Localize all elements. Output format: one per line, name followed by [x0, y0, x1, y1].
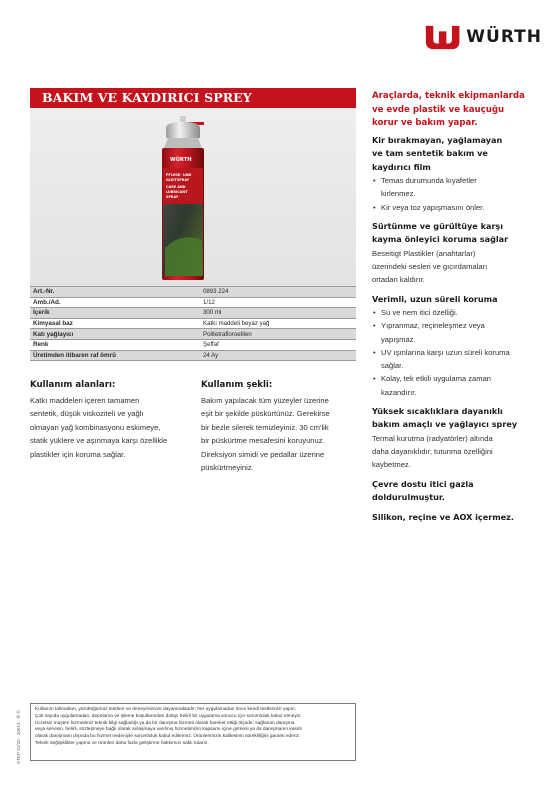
- feature-block: [372, 405, 540, 472]
- feature-heading: [372, 405, 540, 432]
- spec-row: [30, 287, 356, 298]
- feature-heading-line: doldurulmuştur.: [372, 492, 445, 503]
- feature-heading-line: kaydırıcı film: [372, 161, 431, 172]
- usage-method-line: bir püskürtme mesafesini koruyunuz.: [201, 436, 325, 446]
- wurth-wordmark: WÜRTH: [466, 27, 542, 47]
- feature-text-line: Termal kurutma (radyatörler) altında: [372, 433, 493, 443]
- feature-heading: [372, 511, 540, 524]
- feature-block: [372, 511, 540, 524]
- feature-bullets: [372, 306, 540, 399]
- can-brand: WÜRTH: [170, 157, 192, 163]
- feature-text-line: ortadan kaldırır.: [372, 275, 425, 285]
- spec-key: Art.-Nr.: [30, 287, 200, 298]
- feature-block: [372, 220, 540, 287]
- usage-areas-heading: Kullanım alanları:: [30, 380, 116, 390]
- spec-key: Üretimden itibaren raf ömrü: [30, 350, 200, 361]
- can-label-line: SPRAY: [166, 195, 179, 199]
- product-title: BAKIM VE KAYDIRICI SPREY: [42, 90, 252, 105]
- bullet-line: • Su ve nem itici özelliği.: [381, 308, 458, 317]
- wurth-logo-icon: [424, 22, 461, 52]
- spec-row: [30, 350, 356, 361]
- spec-row: [30, 297, 356, 308]
- feature-heading-line: Verimli, uzun süreli koruma: [372, 293, 498, 304]
- feature-block: [372, 134, 540, 214]
- usage-areas-text: [30, 394, 194, 461]
- bullet-line: • Kolay, tek etkili uygulama zaman: [381, 374, 492, 384]
- feature-heading-line: ve tam sentetik bakım ve: [372, 148, 488, 159]
- usage-method-line: Bakım yapılacak tüm yüzeyler üzerine: [201, 396, 329, 405]
- feature-heading-line: Kir bırakmayan, yağlamayan: [372, 134, 503, 145]
- bullet-line: kirlenmez.: [381, 189, 416, 199]
- feature-bullets: [372, 174, 540, 214]
- spec-value: Politetrafloroetilen: [200, 329, 356, 340]
- usage-method-line: bir bezle silerek temizleyiniz. 30 cm'lik: [201, 422, 329, 432]
- bullet-line: kazandırır.: [381, 387, 417, 397]
- feature-heading-line: Çevre dostu itici gazla: [372, 478, 474, 489]
- can-label-line: LUBRICANT: [166, 190, 188, 194]
- usage-areas-line: sentetik, düşük viskoziteli ve yağlı: [30, 409, 144, 419]
- legal-disclaimer: [30, 703, 356, 761]
- usage-method-text: [201, 394, 359, 474]
- feature-bullet: [372, 201, 540, 214]
- feature-heading: [372, 293, 540, 306]
- spec-row: [30, 339, 356, 350]
- product-image: [30, 108, 356, 286]
- disclaimer-line: olarak danışmanı dışında bu hizmet nedeniyle sorumluluk kabul edilemez. Ürünlerimizin kalitesinin sürekliliğini garanti ederiz.: [35, 734, 301, 740]
- intro-line: Araçlarda, teknik ekipmanlarda: [372, 91, 525, 101]
- bullet-line: sağlar.: [381, 361, 404, 371]
- feature-heading-line: Yüksek sıcaklıklara dayanıklı: [372, 406, 503, 417]
- product-title-bar: [30, 88, 356, 108]
- feature-heading-line: bakım amaçlı ve yağlayıcı sprey: [372, 419, 518, 430]
- feature-text: [372, 432, 540, 472]
- bullet-line: • Yıpranmaz, reçineleşmez veya: [381, 321, 485, 331]
- spec-key: Amb./Ad.: [30, 297, 200, 308]
- spec-value: Katkı maddeli beyaz yağ: [200, 318, 356, 329]
- can-label-line: GLEITSPRAY: [166, 178, 190, 182]
- spec-value: 300 ml: [200, 308, 356, 319]
- spec-key: Kimyasal baz: [30, 318, 200, 329]
- spec-key: Renk: [30, 339, 200, 350]
- bullet-line: yapışmaz.: [381, 334, 416, 344]
- feature-text-line: daha dayanıklıdır, tutunma özelliğini: [372, 447, 493, 457]
- spec-key: İçerik: [30, 308, 200, 319]
- feature-text: [372, 247, 540, 287]
- spec-row: [30, 308, 356, 319]
- usage-areas-line: statik yüklere ve aşınmaya karşı özellikle: [30, 436, 168, 446]
- bullet-line: • Kir veya toz yapışmasını önler.: [381, 202, 485, 212]
- wurth-logo: [424, 20, 542, 54]
- usage-areas-line: plastikler için koruma sağlar.: [30, 449, 126, 459]
- spec-value: 24 Ay: [200, 350, 356, 361]
- features-column: [372, 90, 540, 524]
- bullet-line: • Temas durumunda kıyafetler: [381, 176, 477, 185]
- feature-bullet: [372, 346, 540, 373]
- can-label-line: CARE AND: [166, 185, 186, 189]
- usage-method-line: Direksiyon simidi ve pedallar üzerine: [201, 449, 325, 459]
- feature-bullet: [372, 306, 540, 319]
- feature-heading-line: kayma önleyici koruma sağlar: [372, 234, 509, 245]
- spec-value: 1/12: [200, 297, 356, 308]
- feature-bullet: [372, 372, 540, 399]
- can-label-line: PFLEGE- UND: [166, 173, 192, 177]
- feature-text-line: üzerindeki sesleri ve gıcırdamaları: [372, 262, 488, 271]
- feature-heading-line: Sürtünme ve gürültüye karşı: [372, 220, 504, 231]
- feature-heading: [372, 220, 540, 247]
- usage-method-line: püskürtmeyiniz.: [201, 463, 254, 473]
- disclaimer-line: Teknik değişiklikler yapma ve ürünleri daha fazla geliştirme hakkımızı saklı tutarız.: [35, 740, 209, 746]
- bullet-line: • UV ışınlarına karşı uzun süreli koruma: [381, 347, 510, 357]
- disclaimer-line: Ücretsiz müşteri hizmetimiz teknik bilgi sağladığı ya da bir danışma hizmeti olarak hareket ettiği ölçüde; sağlanan danışma: [35, 720, 295, 726]
- usage-areas-line: olmayan yağ kombinasyonu eskimeye,: [30, 422, 161, 432]
- spec-value: Şeffaf: [200, 339, 356, 350]
- feature-bullet: [372, 319, 540, 346]
- usage-areas-line: Katkı maddeleri içeren tamamen: [30, 396, 140, 405]
- feature-heading: [372, 478, 540, 505]
- feature-heading: [372, 134, 540, 174]
- spec-table: [30, 286, 356, 361]
- disclaimer-line: veya servisin, belirli, sözleşmeye bağlı olarak anlaşmaya varılmış hizmetimizin kapsamı içine girmesi ya da danışmanın kasıtlı: [35, 727, 302, 733]
- disclaimer-line: Çok sayıda uygulamadan, depolama ve işleme koşullarından dolayı belirli bir uygulama sonucu için sorumluluk kabul etmeyiz.: [35, 713, 302, 719]
- disclaimer-line: Kullanım talimatları, yürüttüğümüz testlere ve deneyimimize dayanmaktadır; her uygulamadan önce kendi testlerinizi yapın.: [35, 707, 297, 712]
- spec-value: 0893 224: [200, 287, 356, 298]
- spec-row: [30, 318, 356, 329]
- intro-line: korur ve bakım yapar.: [372, 118, 478, 129]
- feature-bullet: [372, 174, 540, 201]
- document-code: STEP 01/20 · 20014 · ® ©: [16, 710, 21, 764]
- feature-block: [372, 478, 540, 505]
- intro-text: [372, 90, 540, 131]
- spec-row: [30, 329, 356, 340]
- intro-line: ve evde plastik ve kauçuğu: [372, 104, 505, 115]
- spray-can-illustration: [30, 108, 356, 286]
- usage-method-line: eşit bir şekilde püskürtünüz. Gerekirse: [201, 409, 330, 419]
- feature-heading-line: Silikon, reçine ve AOX içermez.: [372, 511, 514, 522]
- feature-text-line: Beseitigt Plastikler (anahtarlar): [372, 248, 476, 258]
- feature-block: [372, 293, 540, 399]
- usage-method-heading: Kullanım şekli:: [201, 380, 273, 390]
- feature-text-line: kaybetmez.: [372, 460, 411, 470]
- spec-key: Katı yağlayıcı: [30, 329, 200, 340]
